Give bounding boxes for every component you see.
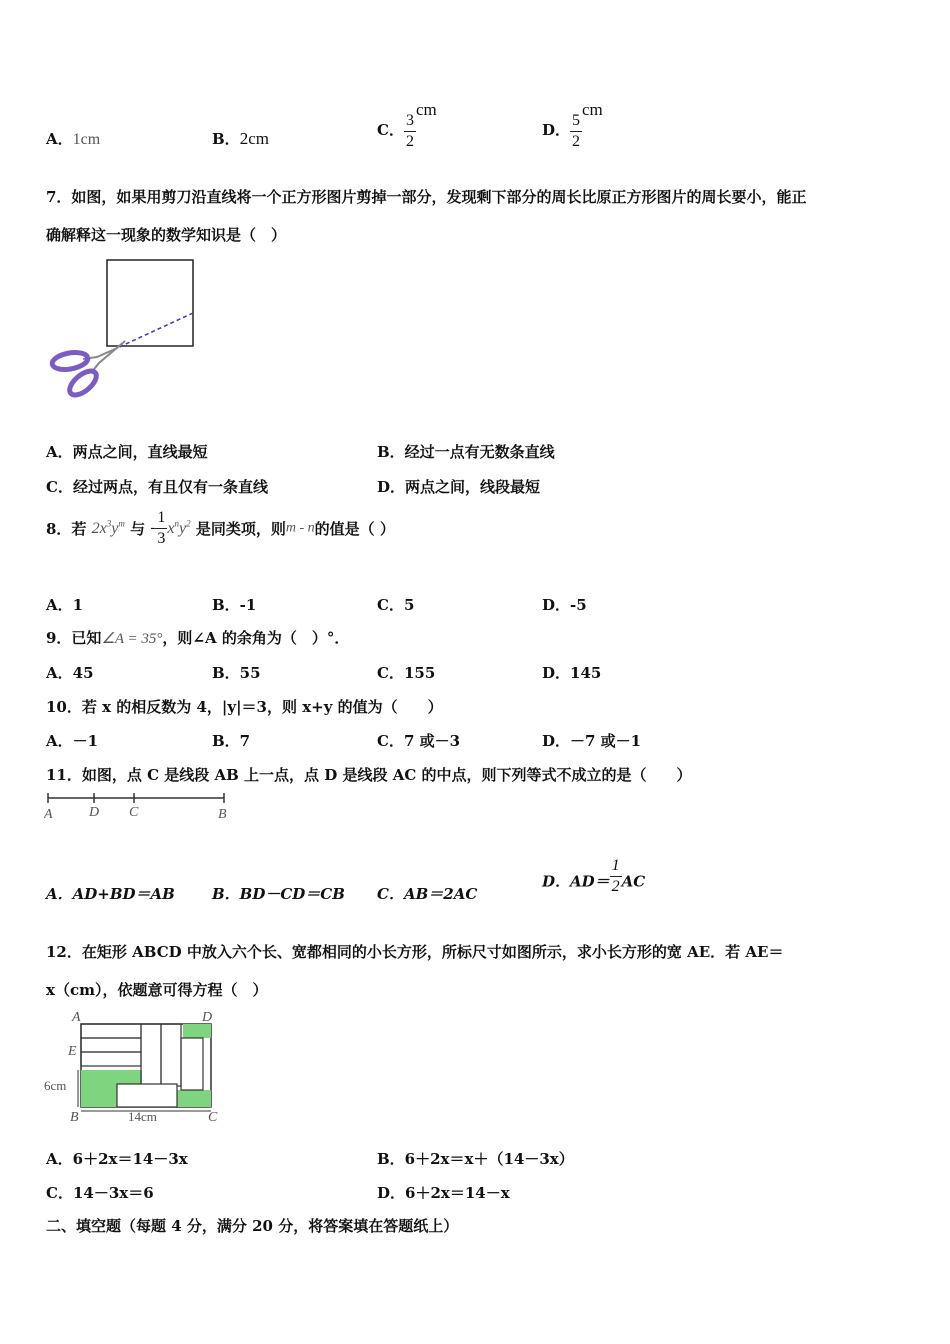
q7-option-b: B．经过一点有无数条直线 (377, 443, 555, 461)
label-d: D (89, 805, 100, 820)
q7-option-c: C．经过两点，有且仅有一条直线 (46, 478, 268, 496)
q8-text: 8．若 $2x^3y^m$ 与 - $\frac{1}{3}$ $x^ny^2$ 是同类项，则m - n的值是（ ） (46, 509, 395, 547)
label-c: C (129, 805, 139, 820)
q10-option-b: B．7 (212, 732, 251, 750)
q10-option-c: C．7 或－3 (377, 732, 461, 750)
q6-option-d-fraction: $\frac{5}{2}$ (572, 111, 581, 150)
label-width: 14cm (128, 1109, 157, 1124)
q8-option-b: B．-1 (212, 596, 257, 614)
q11-option-d-fraction: $\frac{1}{2}$ (611, 857, 620, 895)
label-a: A (72, 1010, 81, 1025)
q12-option-b: B．6＋2x＝x＋（14－3x） (377, 1150, 574, 1168)
label-a: A (44, 807, 53, 822)
green-region-left (81, 1070, 117, 1107)
label-b: B (70, 1110, 79, 1125)
q7-option-a: A．两点之间，直线最短 (46, 443, 208, 461)
segment-figure (44, 790, 244, 824)
q9-option-c: C．155 (377, 664, 436, 682)
section-2-heading: 二、填空题（每题 4 分，满分 20 分，将答案填在答题纸上） (46, 1217, 459, 1235)
q8-option-d: D．-5 (542, 596, 587, 614)
q9-option-b: B．55 (212, 664, 261, 682)
q9-option-d: D．145 (542, 664, 602, 682)
q6-option-c-fraction: $\frac{3}{2}$ (405, 111, 414, 150)
q7-text-line2: 确解释这一现象的数学知识是（ ） (46, 226, 287, 244)
label-e: E (68, 1044, 77, 1059)
q12-option-d: D．6＋2x＝14－x (377, 1184, 510, 1202)
q7-option-d: D．两点之间，线段最短 (377, 478, 541, 496)
q8-fraction: $\frac{1}{3}$ (157, 509, 166, 547)
green-region-top-right (183, 1024, 211, 1038)
q12-text-line1: 12．在矩形 ABCD 中放入六个长、宽都相同的小长方形，所标尺寸如图所示，求小长方形的宽 AE．若 AE＝ (46, 943, 784, 961)
q10-option-d: D．－7 或－1 (542, 732, 642, 750)
green-region-bottom-right (177, 1090, 211, 1107)
small-rect-7 (117, 1084, 177, 1107)
q6-option-c: C． $\frac{3}{2}$ cm (377, 100, 437, 150)
green-region-mid (117, 1070, 142, 1084)
q11-text: 11．如图，点 C 是线段 AB 上一点，点 D 是线段 AC 的中点，则下列等式不成立的是（ ） (46, 766, 692, 784)
q11-option-d: D．AD＝ $\frac{1}{2}$ AC (542, 857, 646, 895)
q11-option-c: C．AB＝2AC (377, 885, 478, 903)
label-b: B (218, 807, 227, 822)
label-height: 6cm (44, 1078, 67, 1093)
q6-option-d: D． $\frac{5}{2}$ cm (542, 100, 603, 150)
square-shape (107, 260, 193, 346)
q12-text-line2: x（cm），依题意可得方程（ ） (46, 981, 268, 999)
label-c: C (208, 1110, 218, 1125)
q12-option-a: A．6＋2x＝14－3x (46, 1150, 188, 1168)
q8-term2: $x^ny^2$ (167, 518, 191, 538)
scissors-icon (51, 341, 125, 399)
q10-option-a: A．－1 (46, 732, 99, 750)
label-d: D (202, 1010, 213, 1025)
q6-option-a: A．1cm (46, 130, 101, 148)
q11-option-a: A．AD+BD＝AB (46, 885, 175, 903)
q8-term1: $2x^3y^m$ (91, 518, 125, 538)
scissors-square-figure (45, 255, 205, 405)
q9-option-a: A．45 (46, 664, 94, 682)
q7-text-line1: 7．如图，如果用剪刀沿直线将一个正方形图片剪掉一部分，发现剩下部分的周长比原正方形图片的周长要小，能正 (46, 188, 807, 206)
q9-text: 9．已知∠A = 35°，则∠A 的余角为（ ）°． (46, 629, 350, 647)
q8-option-a: A．1 (46, 596, 84, 614)
q6-option-b: B．2cm (212, 129, 269, 148)
q8-option-c: C．5 (377, 596, 415, 614)
q12-option-c: C．14－3x＝6 (46, 1184, 154, 1202)
rectangle-figure (42, 1006, 232, 1128)
q11-option-b: B．BD－CD＝CB (212, 885, 345, 903)
q10-text: 10．若 x 的相反数为 4，|y|＝3，则 x+y 的值为（ ） (46, 698, 443, 716)
